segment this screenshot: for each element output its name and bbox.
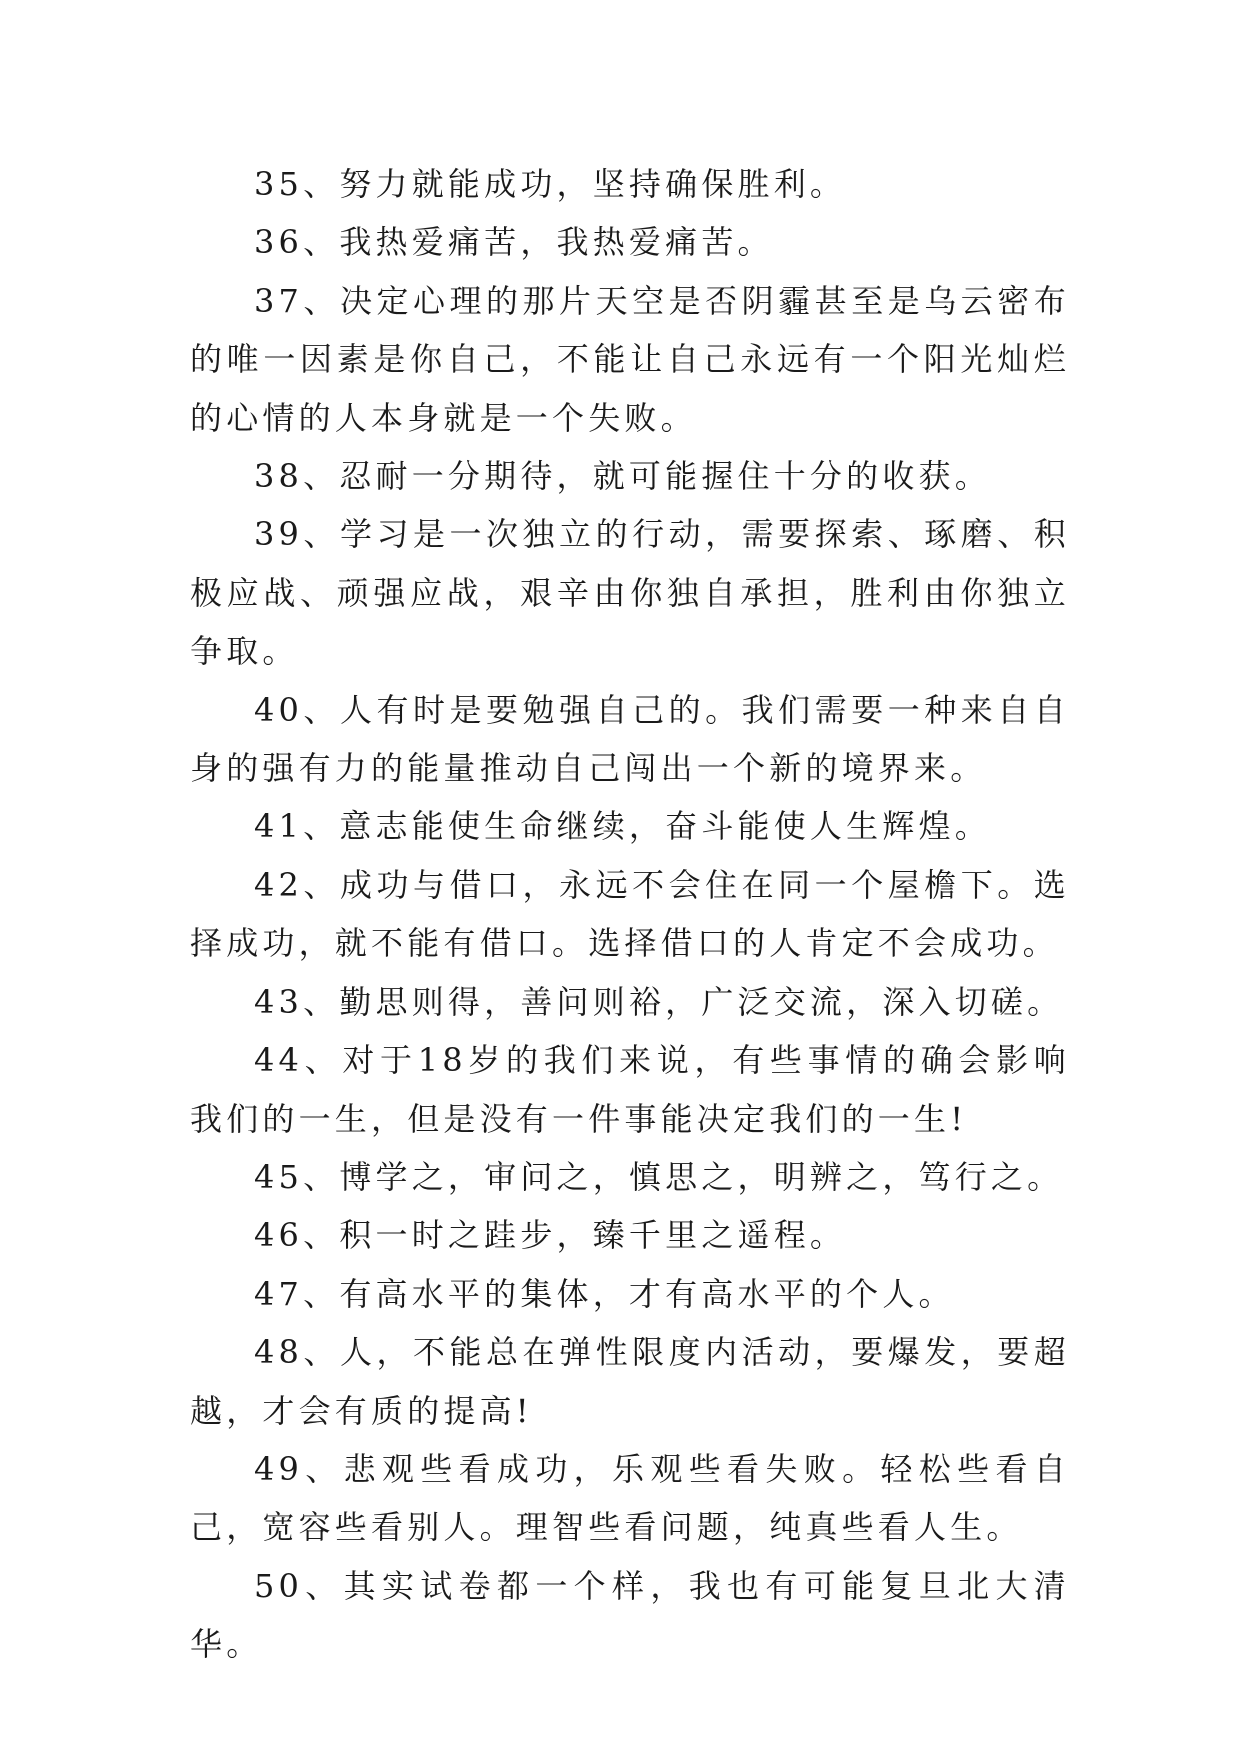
quote-paragraph-38: 38、忍耐一分期待，就可能握住十分的收获。 (254, 457, 991, 496)
quote-paragraph-50: 50、其实试卷都一个样，我也有可能复旦北大清华。 (190, 1566, 1070, 1664)
quote-paragraph-41: 41、意志能使生命继续，奋斗能使人生辉煌。 (254, 807, 991, 846)
quote-paragraph-40: 40、人有时是要勉强自己的。我们需要一种来自自身的强有力的能量推动自己闯出一个新的境界来。 (190, 690, 1070, 788)
quote-paragraph-39: 39、学习是一次独立的行动，需要探索、琢磨、积极应战、顽强应战，艰辛由你独自承担，胜利由你独立争取。 (190, 515, 1070, 671)
quote-paragraph-43: 43、勤思则得，善问则裕，广泛交流，深入切磋。 (254, 982, 1064, 1021)
quote-paragraph-45: 45、博学之，审问之，慎思之，明辨之，笃行之。 (254, 1157, 1064, 1196)
quote-paragraph-37: 37、决定心理的那片天空是否阴霾甚至是乌云密布的唯一因素是你自己，不能让自己永远有一个阳光灿烂的心情的人本身就是一个失败。 (190, 281, 1070, 437)
quote-list (190, 155, 1070, 1674)
quote-paragraph-44: 44、对于18岁的我们来说，有些事情的确会影响我们的一生，但是没有一件事能决定我们的一生! (190, 1041, 1070, 1138)
quote-paragraph-49: 49、悲观些看成功，乐观些看失败。轻松些看自己，宽容些看别人。理智些看问题，纯真些看人生。 (190, 1449, 1070, 1547)
quote-paragraph-36: 36、我热爱痛苦，我热爱痛苦。 (254, 223, 774, 262)
quote-paragraph-48: 48、人，不能总在弹性限度内活动，要爆发，要超越，才会有质的提高! (190, 1333, 1070, 1430)
quote-paragraph-47: 47、有高水平的集体，才有高水平的个人。 (254, 1274, 955, 1313)
quote-paragraph-46: 46、积一时之跬步，臻千里之遥程。 (254, 1216, 847, 1255)
quote-paragraph-42: 42、成功与借口，永远不会住在同一个屋檐下。选择成功，就不能有借口。选择借口的人肯定不会成功。 (190, 865, 1070, 963)
quote-paragraph-35: 35、努力就能成功，坚持确保胜利。 (254, 165, 847, 203)
